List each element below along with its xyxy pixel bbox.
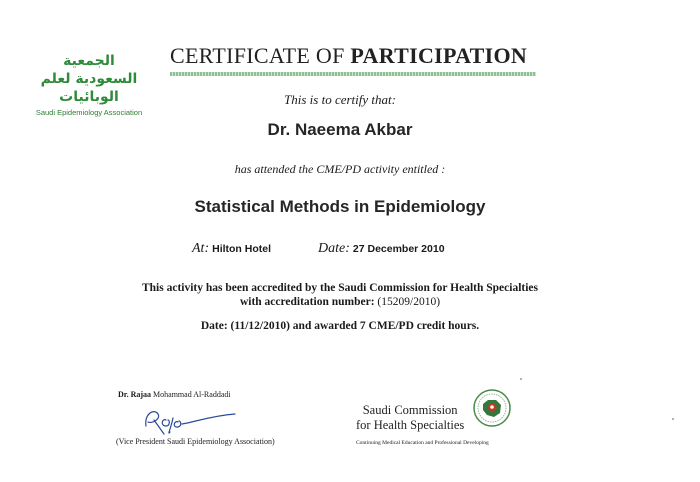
recipient-name: Dr. Naeema Akbar: [267, 120, 413, 139]
signatory-title: (Vice President Saudi Epidemiology Association): [116, 437, 275, 446]
at-value: Hilton Hotel: [212, 243, 272, 255]
accreditation-line-1: This activity has been accredited by the Saudi Commission for Health Specialties: [141, 282, 538, 294]
signatory-name: [118, 390, 231, 399]
title-part-2: PARTICIPATION: [350, 43, 528, 68]
event-date: [318, 241, 445, 257]
venue: [192, 241, 271, 257]
certificate-title: [170, 43, 527, 69]
signatory-name-rest: Mohammad Al-Raddadi: [153, 390, 231, 399]
date-label: Date:: [318, 241, 350, 256]
commission-name-line-2: for Health Specialties: [356, 418, 465, 432]
title-part-1: CERTIFICATE OF: [170, 43, 351, 68]
accreditation-statement: [0, 281, 680, 309]
commission-name-line-1: Saudi Commission: [362, 403, 458, 417]
signatory-name-prefix: Dr. Rajaa: [118, 390, 154, 399]
paper-speck: [520, 378, 522, 380]
association-name-arabic: الجمعية السعودية لعلم الوبائيات: [40, 53, 138, 105]
activity-title: Statistical Methods in Epidemiology: [194, 197, 486, 216]
association-name-english: Saudi Epidemiology Association: [35, 108, 143, 117]
title-underline: [170, 72, 536, 76]
accreditation-line-2: [0, 295, 680, 309]
attended-text: has attended the CME/PD activity entitled :: [234, 162, 446, 176]
commission-name: [356, 403, 464, 433]
at-label: At:: [192, 241, 210, 256]
accreditation-number: (15209/2010): [377, 296, 441, 308]
paper-speck: [672, 418, 674, 420]
scfhs-emblem-icon: [472, 388, 512, 428]
certify-text: This is to certify that:: [284, 92, 396, 107]
date-value: 27 December 2010: [352, 243, 445, 255]
handwritten-signature: [140, 400, 240, 438]
accreditation-prefix: with accreditation number:: [239, 296, 378, 308]
commission-subtitle: Continuing Medical Education and Professional Developing: [356, 440, 489, 446]
awarded-line: Date: (11/12/2010) and awarded 7 CME/PD credit hours.: [200, 320, 480, 332]
